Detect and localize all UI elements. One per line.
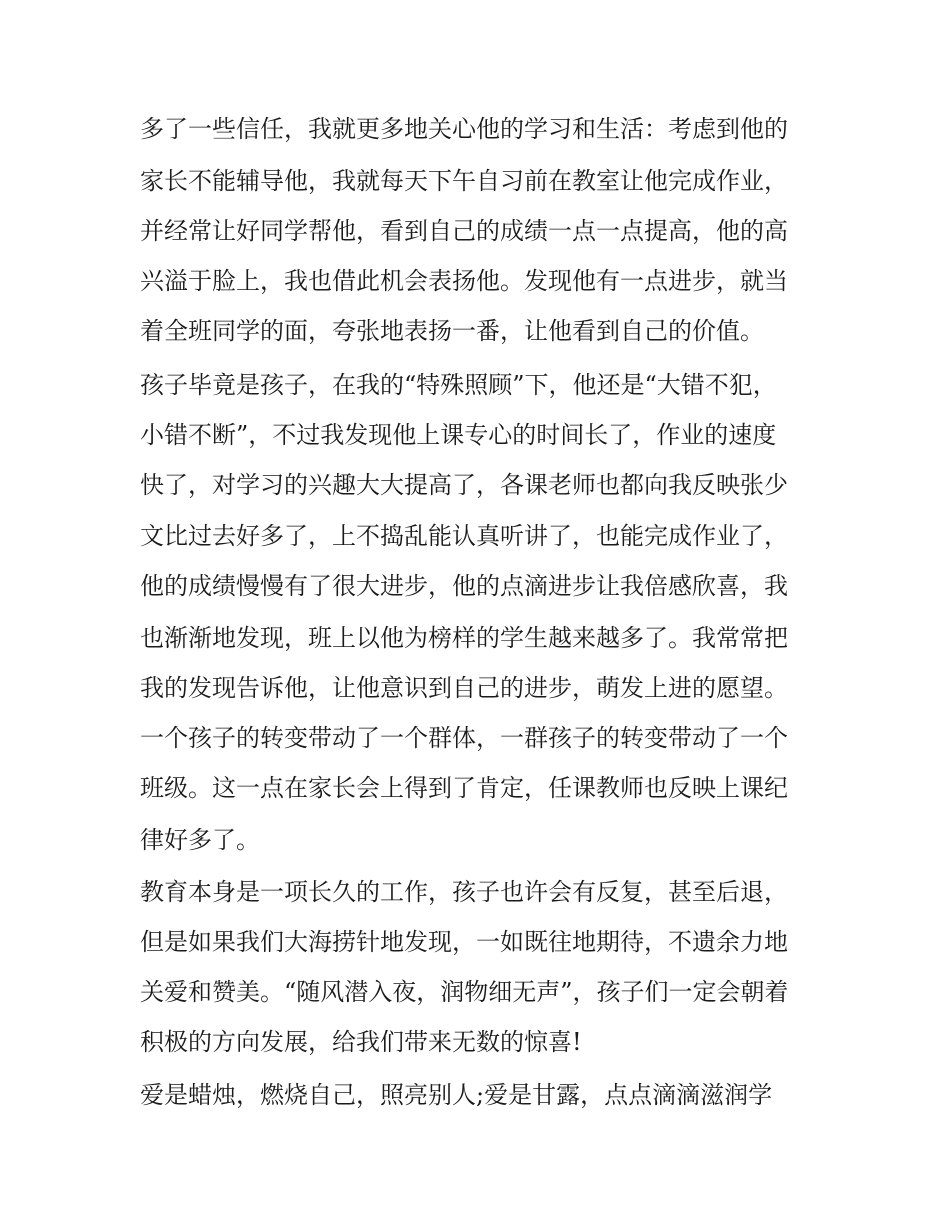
text-line: 快了，对学习的兴趣大大提高了，各课老师也都向我反映张少 bbox=[140, 471, 788, 499]
text-line: 积极的方向发展，给我们带来无数的惊喜! bbox=[140, 1028, 582, 1056]
text-line: 小错不断”，不过我发现他上课专心的时间长了，作业的速度 bbox=[140, 421, 777, 449]
text-line: 关爱和赞美。“随风潜入夜，润物细无声”，孩子们一定会朝着 bbox=[140, 978, 789, 1006]
text-line: 家长不能辅导他，我就每天下午自习前在教室让他完成作业， bbox=[140, 167, 788, 195]
text-line: 爱是蜡烛，燃烧自己，照亮别人;爱是甘露，点点滴滴滋润学 bbox=[140, 1081, 773, 1109]
text-line: 律好多了。 bbox=[140, 826, 260, 854]
text-line: 他的成绩慢慢有了很大进步，他的点滴进步让我倍感欣喜，我 bbox=[140, 572, 788, 600]
text-line: 并经常让好同学帮他，看到自己的成绩一点一点提高，他的高 bbox=[140, 217, 788, 245]
text-line: 文比过去好多了，上不捣乱能认真听讲了，也能完成作业了， bbox=[140, 522, 788, 550]
text-line: 一个孩子的转变带动了一个群体，一群孩子的转变带动了一个 bbox=[140, 724, 788, 752]
text-line: 着全班同学的面，夸张地表扬一番，让他看到自己的价值。 bbox=[140, 317, 764, 345]
text-line: 但是如果我们大海捞针地发现，一如既往地期待，不遗余力地 bbox=[140, 928, 788, 956]
text-line: 我的发现告诉他，让他意识到自己的进步，萌发上进的愿望。 bbox=[140, 674, 788, 702]
text-line: 班级。这一点在家长会上得到了肯定，任课教师也反映上课纪 bbox=[140, 774, 788, 802]
text-line: 教育本身是一项长久的工作，孩子也许会有反复，甚至后退， bbox=[140, 878, 788, 906]
text-line: 多了一些信任，我就更多地关心他的学习和生活：考虑到他的 bbox=[140, 115, 788, 143]
text-line: 也渐渐地发现，班上以他为榜样的学生越来越多了。我常常把 bbox=[140, 624, 788, 652]
text-line: 孩子毕竟是孩子，在我的“特殊照顾”下，他还是“大错不犯， bbox=[140, 371, 777, 399]
text-line: 兴溢于脸上，我也借此机会表扬他。发现他有一点进步，就当 bbox=[140, 267, 788, 295]
